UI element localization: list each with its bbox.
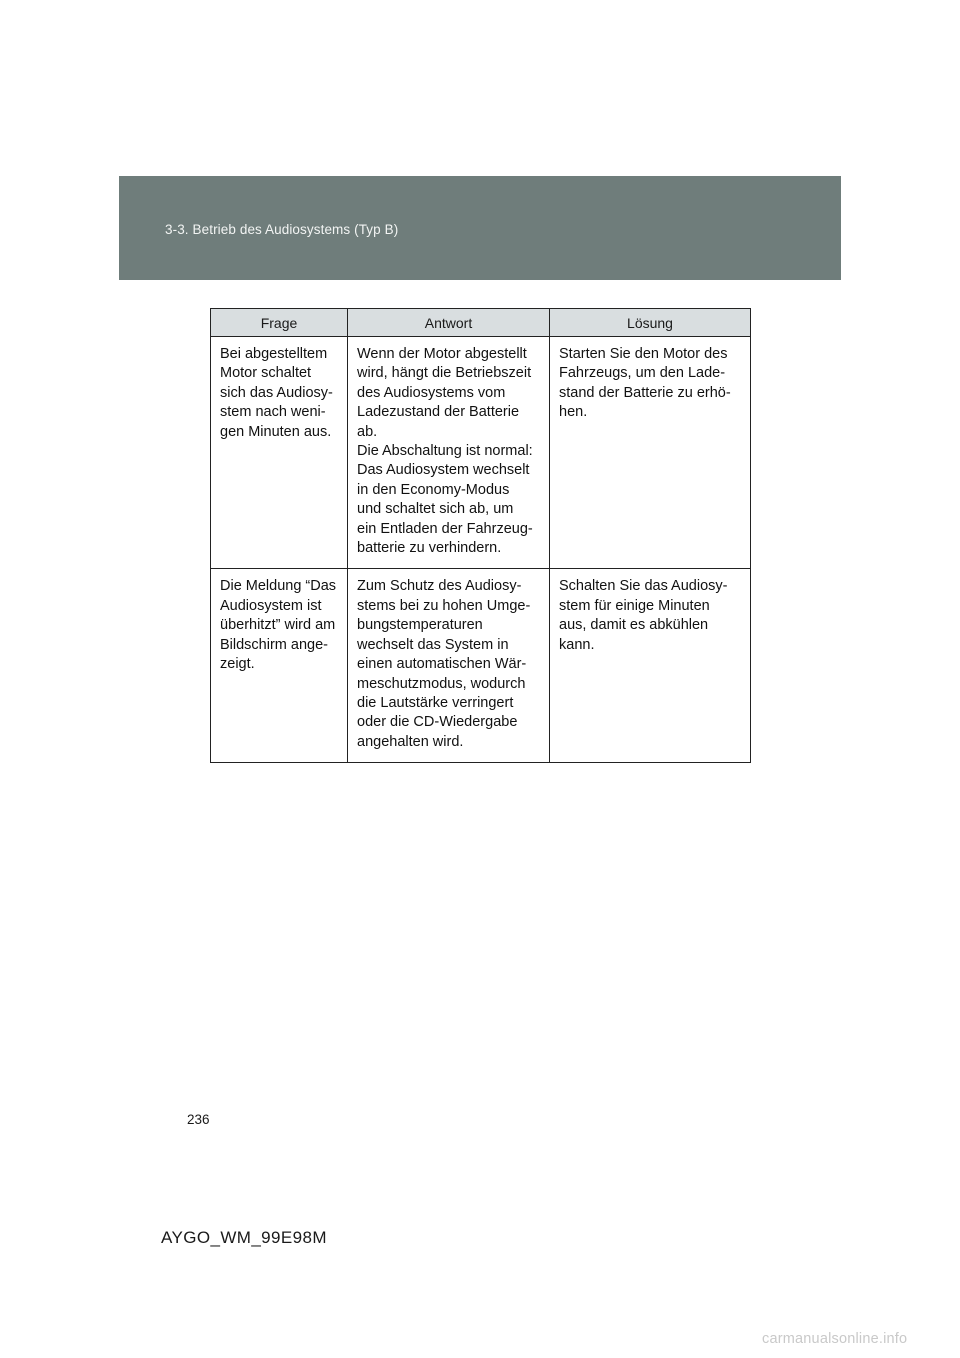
table-cell-frage [211,569,348,763]
table-header-row [211,309,751,337]
table-row [211,337,751,569]
page-number: 236 [187,1112,210,1127]
table-cell-antwort [348,569,550,763]
cell-text: Die Meldung “Das Audiosystem ist überhitzt” wird am Bildschirm ange- zeigt. [220,578,337,673]
table-cell-frage [211,337,348,569]
section-header-band [119,176,841,280]
watermark-text: carmanualsonline.info [762,1331,908,1347]
column-header-antwort: Antwort [348,309,550,337]
cell-text: Wenn der Motor abgestellt wird, hängt die Betriebszeit des Audiosystems vom Ladezustand der Batterie ab. Die Abschaltung ist normal: Das Audiosystem wechselt in den Economy-Modus und schaltet sich ab, um ein Entladen der Fahrzeug- batterie zu verhindern. [357,346,533,557]
document-code: AYGO_WM_99E98M [161,1228,327,1247]
column-header-frage: Frage [211,309,348,337]
table-cell-loesung [550,337,751,569]
cell-text: Zum Schutz des Audiosy- stems bei zu hohen Umge- bungstemperaturen wechselt das System in einen automatischen Wär- meschutzmodus, wodurch die Lautstärke verringert oder die CD-Wiedergabe angehalten wird. [357,578,531,750]
column-header-loesung: Lösung [550,309,751,337]
table-cell-antwort [348,337,550,569]
section-title: 3-3. Betrieb des Audiosystems (Typ B) [165,222,399,237]
cell-text: Bei abgestelltem Motor schaltet sich das Audiosy- stem nach weni- gen Minuten aus. [220,346,333,440]
cell-text: Schalten Sie das Audiosy- stem für einige Minuten aus, damit es abkühlen kann. [559,578,728,653]
troubleshooting-table [210,308,751,763]
table-row [211,569,751,763]
cell-text: Starten Sie den Motor des Fahrzeugs, um den Lade- stand der Batterie zu erhö- hen. [559,346,731,421]
table-cell-loesung [550,569,751,763]
